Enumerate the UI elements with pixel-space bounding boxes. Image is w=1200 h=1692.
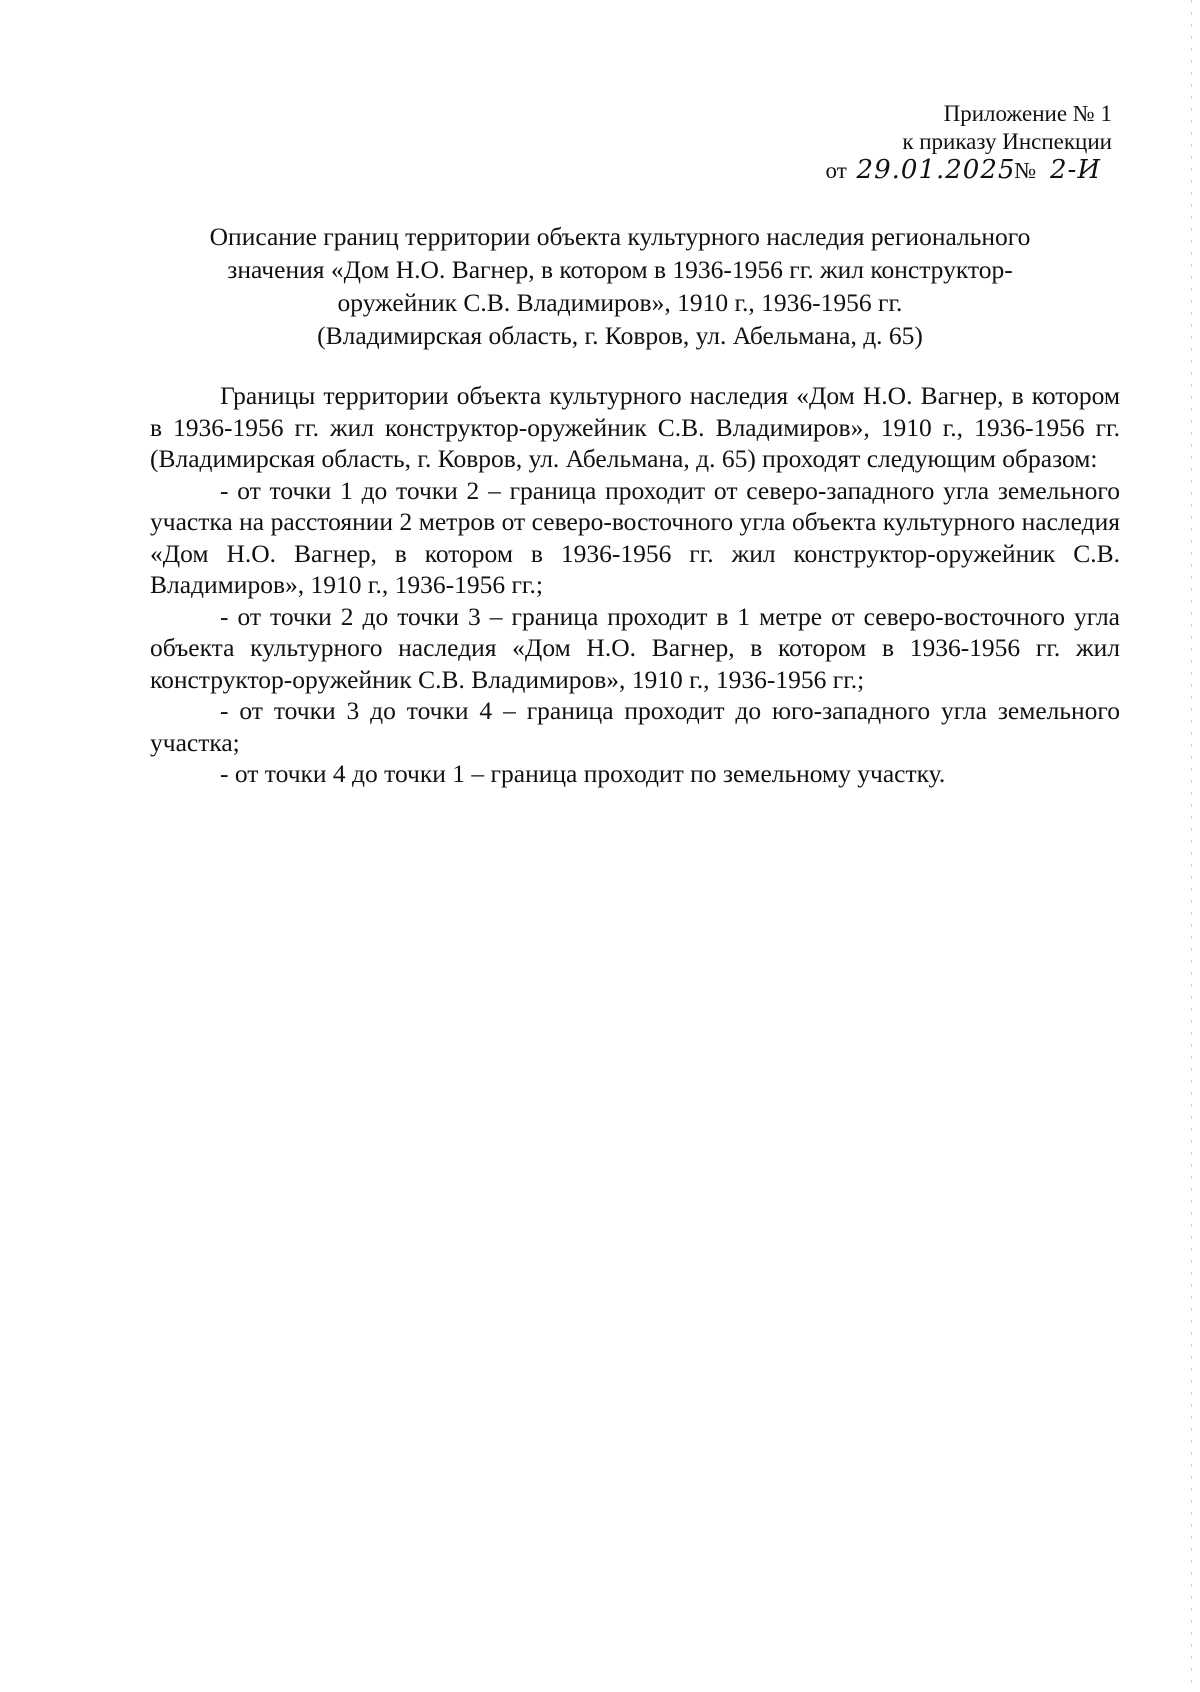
title-line-1: Описание границ территории объекта культурного наследия регионального	[209, 222, 1031, 251]
handwritten-number: 2-И	[1050, 155, 1102, 185]
appendix-header	[826, 100, 1112, 185]
scan-edge-artifact	[1191, 0, 1192, 1692]
title-line-2: значения «Дом Н.О. Вагнер, в котором в 1936-1956 гг. жил конструктор-	[227, 255, 1013, 284]
boundary-item-4: - от точки 4 до точки 1 – граница проходит по земельному участку.	[220, 759, 946, 788]
appendix-order-ref: к приказу Инспекции	[902, 129, 1112, 154]
title-line-3: оружейник С.В. Владимиров», 1910 г., 1936-1956 гг.	[337, 288, 903, 317]
document-title	[150, 220, 1090, 352]
boundary-item-2: - от точки 2 до точки 3 – граница проходит в 1 метре от северо-восточного угла объекта культурного наследия «Дом Н.О. Вагнер, в котором в 1936-1956 гг. жил конструктор-оружейник С.В. Владимиров», 1910 г., 1936-1956 гг.;	[150, 601, 1120, 694]
date-prefix: от	[825, 158, 847, 183]
number-prefix: №	[1014, 158, 1037, 183]
document-body	[150, 380, 1120, 790]
handwritten-date: 29.01.2025	[856, 155, 1016, 185]
appendix-title: Приложение № 1	[943, 101, 1112, 126]
title-line-4: (Владимирская область, г. Ковров, ул. Абельмана, д. 65)	[317, 321, 923, 350]
boundary-item-1: - от точки 1 до точки 2 – граница проходит от северо-западного угла земельного участка на расстоянии 2 метров от северо-восточного угла объекта культурного наследия «Дом Н.О. Вагнер, в котором в 1936-1956 гг. жил конструктор-оружейник С.В. Владимиров», 1910 г., 1936-1956 гг.;	[150, 475, 1120, 599]
intro-paragraph: Границы территории объекта культурного наследия «Дом Н.О. Вагнер, в котором в 1936-1956 гг. жил конструктор-оружейник С.В. Владимиров», 1910 г., 1936-1956 гг. (Владимирская область, г. Ковров, ул. Абельмана, д. 65) проходят следующим образом:	[150, 381, 1120, 473]
boundary-item-3: - от точки 3 до точки 4 – граница проходит до юго-западного угла земельного участка;	[150, 696, 1120, 757]
appendix-date-number-line	[826, 156, 1112, 185]
